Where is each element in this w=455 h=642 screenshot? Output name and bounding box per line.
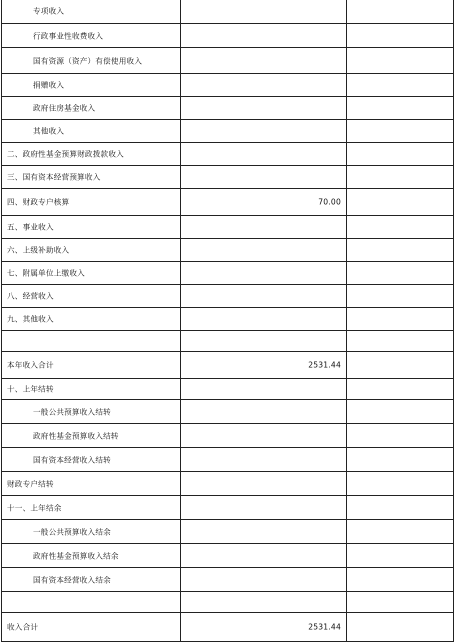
table-row [1, 400, 454, 424]
blank-cell [346, 24, 454, 47]
item-label: 八、经营收入 [7, 291, 54, 301]
amount-cell [180, 448, 346, 471]
blank-cell [346, 308, 454, 330]
item-cell [1, 216, 180, 238]
amount-cell [180, 496, 346, 519]
blank-cell [346, 472, 454, 495]
blank-cell [346, 48, 454, 73]
item-cell [1, 424, 180, 447]
table-row [1, 568, 454, 592]
blank-cell [346, 568, 454, 591]
table-row [1, 216, 454, 239]
amount-cell [180, 520, 346, 543]
amount-cell [180, 568, 346, 591]
table-row [1, 592, 454, 613]
table-row [1, 544, 454, 568]
item-label: 九、其他收入 [7, 314, 54, 324]
item-label: 四、财政专户核算 [7, 197, 70, 207]
table-row [1, 448, 454, 472]
blank-cell [346, 239, 454, 261]
item-cell [1, 379, 180, 399]
blank-cell [346, 216, 454, 238]
amount-cell [180, 379, 346, 399]
amount-cell [180, 285, 346, 307]
item-label: 财政专户结转 [7, 479, 54, 488]
amount-cell [180, 74, 346, 96]
item-cell [1, 472, 180, 495]
blank-cell [346, 448, 454, 471]
item-label: 政府住房基金收入 [33, 103, 96, 113]
blank-cell [346, 352, 454, 378]
item-cell [1, 613, 180, 641]
amount-cell [180, 424, 346, 447]
item-cell [1, 352, 180, 378]
table-row [1, 331, 454, 352]
table-row [1, 97, 454, 120]
table-row [1, 120, 454, 143]
blank-cell [346, 544, 454, 567]
amount-cell [180, 24, 346, 47]
amount-cell [180, 544, 346, 567]
table-row [1, 74, 454, 97]
blank-cell [346, 143, 454, 165]
item-label: 政府性基金预算收入结转 [33, 431, 119, 440]
blank-cell [346, 496, 454, 519]
item-cell [1, 400, 180, 423]
amount-cell [180, 216, 346, 238]
item-label: 收入合计 [7, 622, 39, 632]
item-cell [1, 48, 180, 73]
amount-cell [180, 239, 346, 261]
blank-cell [346, 74, 454, 96]
table-row [1, 24, 454, 48]
amount-cell [180, 189, 346, 215]
item-cell [1, 0, 180, 23]
item-label: 二、政府性基金预算财政拨款收入 [7, 149, 124, 159]
item-label: 政府性基金预算收入结余 [33, 551, 119, 560]
item-label: 七、附属单位上缴收入 [7, 268, 85, 278]
blank-cell [346, 120, 454, 142]
amount-value: 2531.44 [308, 622, 341, 632]
item-label: 一般公共预算收入结余 [33, 527, 111, 536]
table-row [1, 239, 454, 262]
table-row [1, 189, 454, 216]
item-cell [1, 143, 180, 165]
item-label: 一般公共预算收入结转 [33, 407, 111, 416]
blank-cell [346, 331, 454, 351]
amount-cell [180, 262, 346, 284]
amount-cell [180, 166, 346, 188]
blank-cell [346, 189, 454, 215]
blank-cell [346, 97, 454, 119]
item-label: 其他收入 [33, 126, 65, 136]
amount-cell [180, 352, 346, 378]
item-label: 本年收入合计 [7, 360, 54, 370]
amount-value: 2531.44 [308, 360, 341, 370]
table-row [1, 48, 454, 74]
table-row [1, 262, 454, 285]
table-row [1, 472, 454, 496]
amount-cell [180, 472, 346, 495]
table-row [1, 379, 454, 400]
blank-cell [346, 424, 454, 447]
amount-cell [180, 143, 346, 165]
blank-cell [346, 166, 454, 188]
amount-cell [180, 97, 346, 119]
income-table [1, 0, 454, 642]
table-row [1, 613, 454, 642]
blank-cell [346, 592, 454, 612]
item-cell [1, 97, 180, 119]
table-row [1, 0, 454, 24]
item-cell [1, 239, 180, 261]
item-cell [1, 308, 180, 330]
blank-cell [346, 400, 454, 423]
amount-cell [180, 400, 346, 423]
item-label: 专项收入 [33, 6, 65, 16]
amount-cell [180, 48, 346, 73]
table-row [1, 424, 454, 448]
item-cell [1, 120, 180, 142]
amount-cell [180, 613, 346, 641]
blank-cell [346, 520, 454, 543]
table-row [1, 520, 454, 544]
item-cell [1, 592, 180, 612]
item-label: 十一、上年结余 [7, 503, 62, 512]
item-label: 捐赠收入 [33, 80, 65, 90]
amount-cell [180, 592, 346, 612]
table-row [1, 285, 454, 308]
blank-cell [346, 379, 454, 399]
blank-cell [346, 262, 454, 284]
table-row [1, 308, 454, 331]
item-cell [1, 331, 180, 351]
item-cell [1, 520, 180, 543]
item-label: 十、上年结转 [7, 384, 54, 394]
item-cell [1, 189, 180, 215]
item-cell [1, 285, 180, 307]
item-label: 五、事业收入 [7, 222, 54, 232]
item-label: 国有资本经营收入结余 [33, 575, 111, 584]
item-label: 三、国有资本经营预算收入 [7, 172, 101, 182]
item-cell [1, 448, 180, 471]
item-cell [1, 166, 180, 188]
amount-value: 70.00 [318, 197, 341, 207]
table-row [1, 166, 454, 189]
item-cell [1, 262, 180, 284]
item-cell [1, 544, 180, 567]
table-row [1, 143, 454, 166]
blank-cell [346, 613, 454, 641]
blank-cell [346, 285, 454, 307]
item-label: 国有资源（资产）有偿使用收入 [33, 56, 143, 65]
amount-cell [180, 308, 346, 330]
amount-cell [180, 120, 346, 142]
amount-cell [180, 0, 346, 23]
item-label: 六、上级补助收入 [7, 245, 70, 255]
item-cell [1, 74, 180, 96]
amount-cell [180, 331, 346, 351]
item-label: 行政事业性收费收入 [33, 31, 104, 40]
item-cell [1, 568, 180, 591]
item-label: 国有资本经营收入结转 [33, 455, 111, 464]
item-cell [1, 496, 180, 519]
table-row [1, 352, 454, 379]
blank-cell [346, 0, 454, 23]
table-row [1, 496, 454, 520]
item-cell [1, 24, 180, 47]
